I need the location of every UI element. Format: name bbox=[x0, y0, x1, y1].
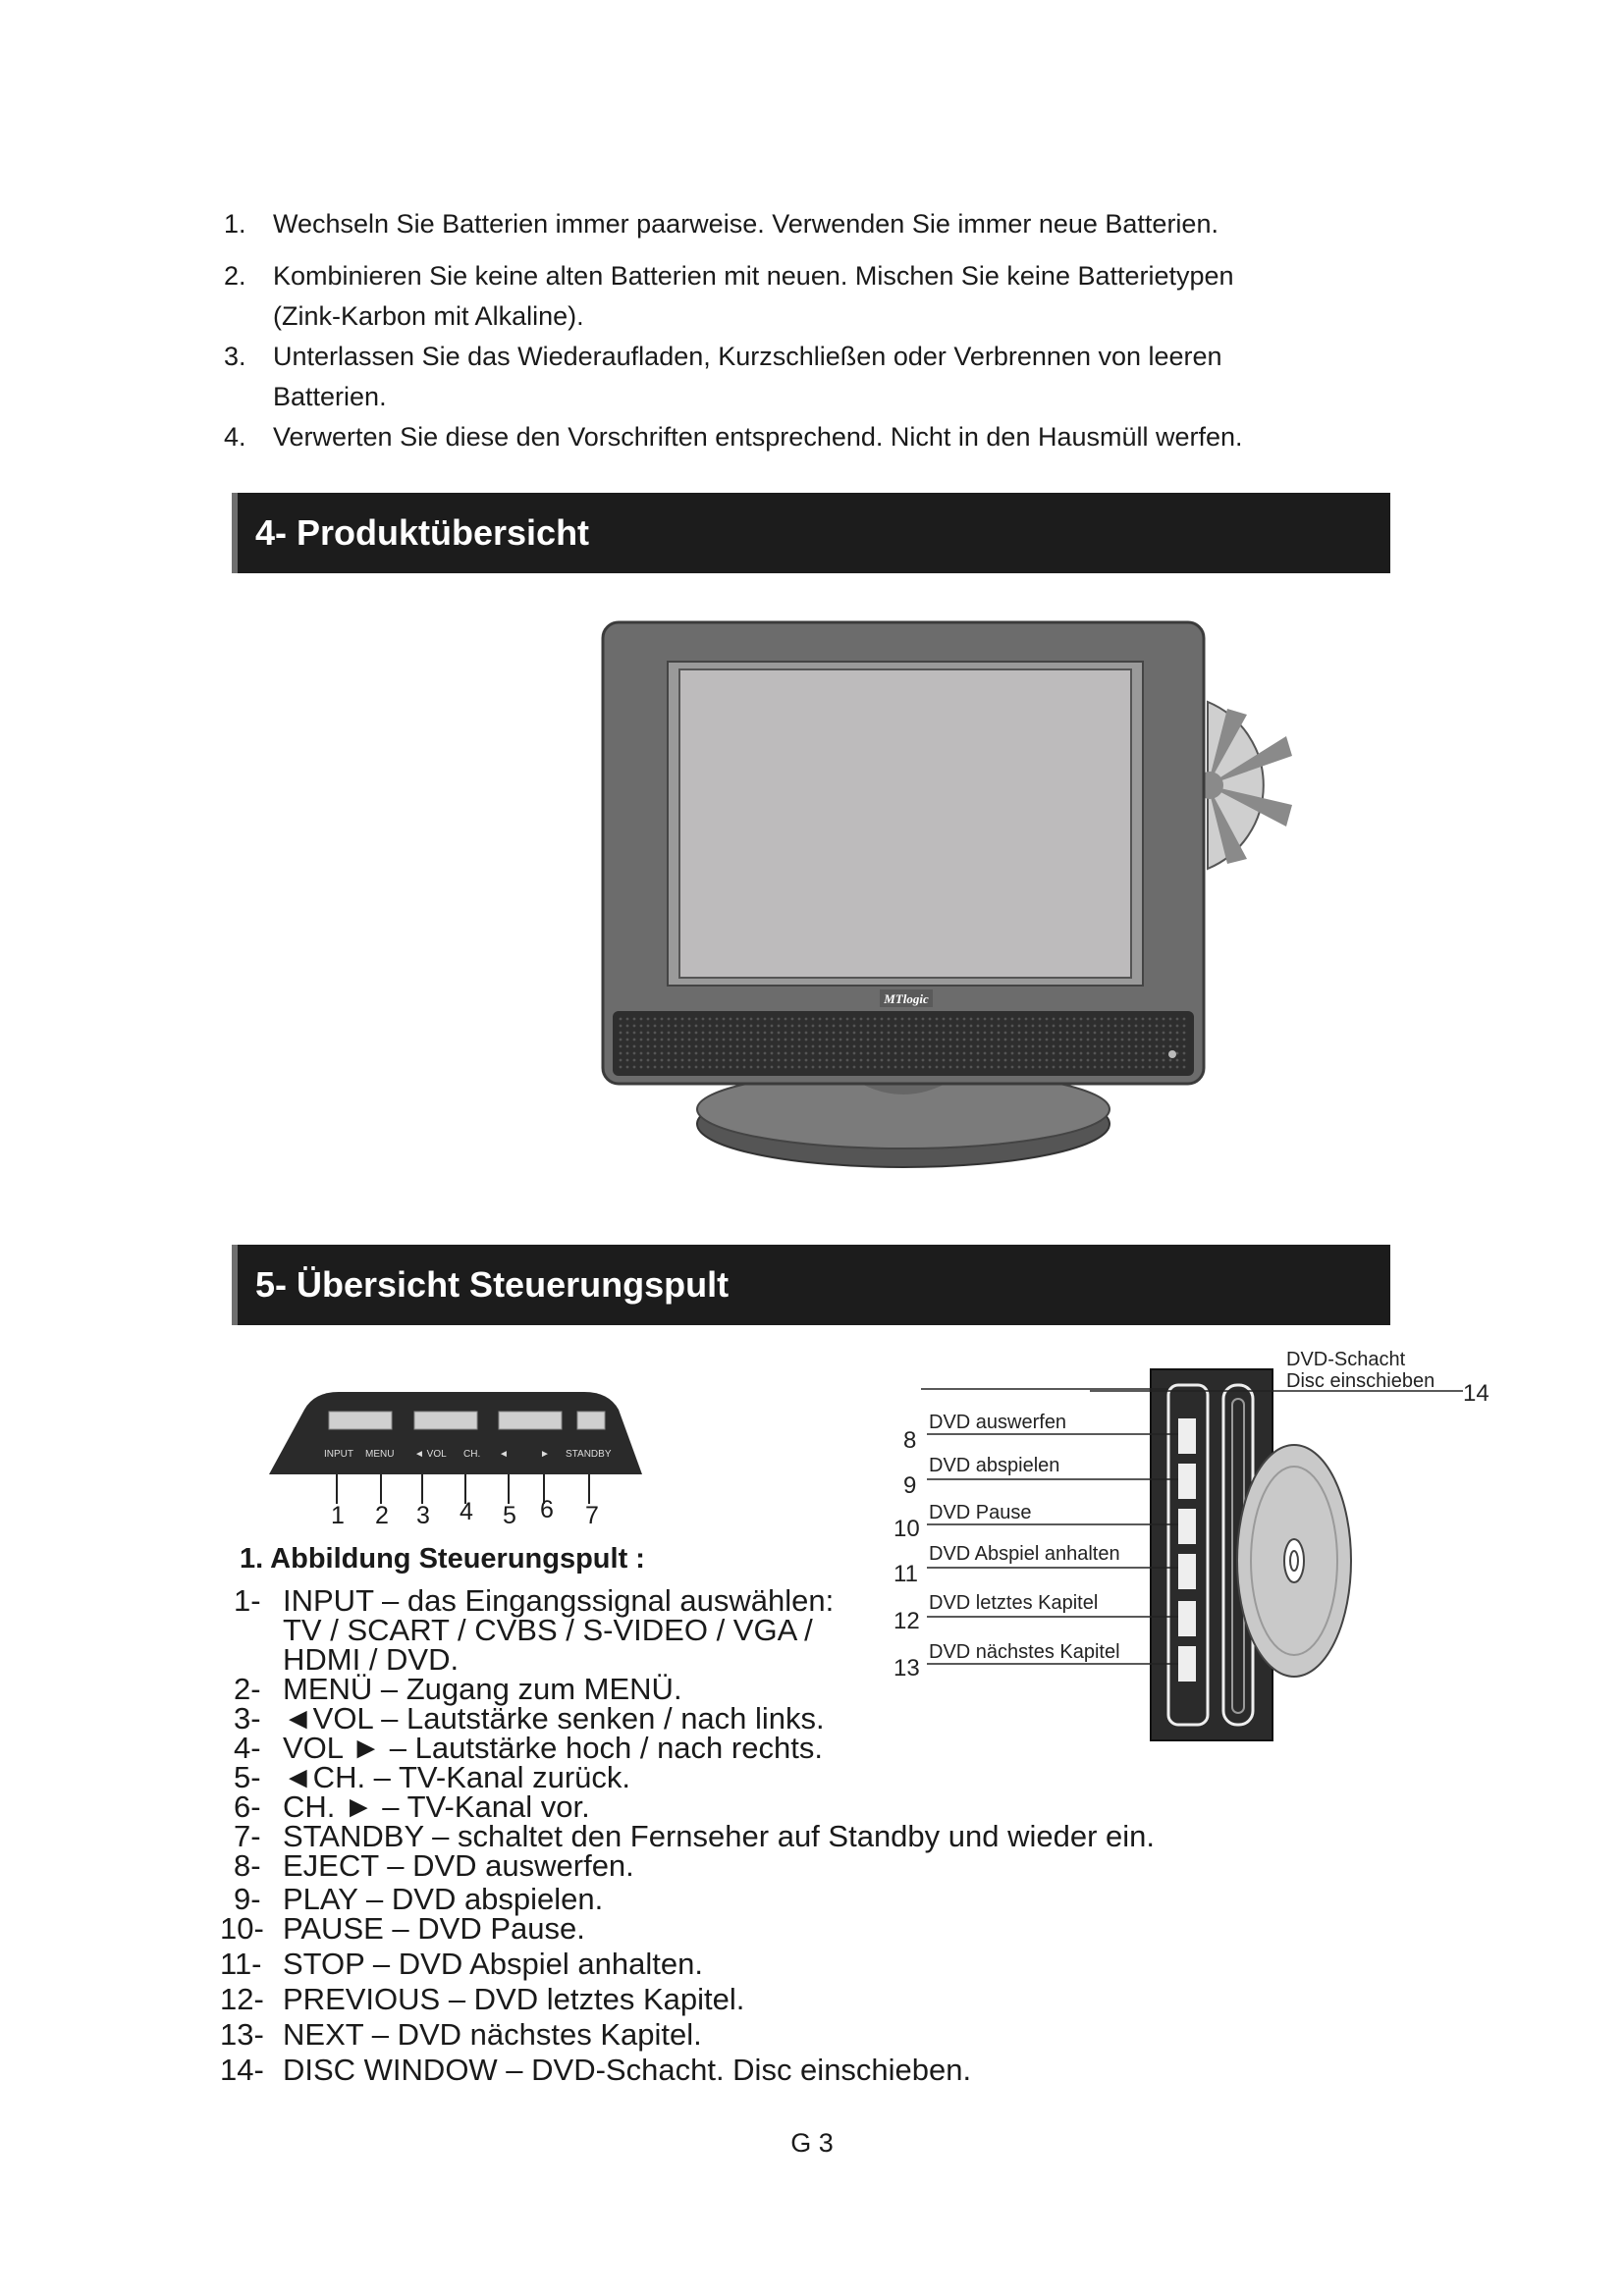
section-4-header: 4- Produktübersicht bbox=[232, 493, 1390, 573]
battery-tip-text: (Zink-Karbon mit Alkaline). bbox=[273, 301, 584, 331]
eject-button bbox=[1178, 1418, 1196, 1454]
slot-number: 14 bbox=[1463, 1380, 1489, 1407]
control-item-11 bbox=[220, 1947, 1216, 1981]
control-number: 7- bbox=[234, 1819, 261, 1853]
standby-button bbox=[577, 1412, 605, 1429]
battery-tip-text: Kombinieren Sie keine alten Batterien mit neuen. Mischen Sie keine Batterietypen bbox=[273, 261, 1234, 291]
button-number-11: 11 bbox=[893, 1561, 918, 1587]
control-number: 4- bbox=[234, 1731, 261, 1765]
battery-tip-3 bbox=[224, 337, 1353, 417]
slot-label-line1: DVD-Schacht bbox=[1286, 1350, 1406, 1370]
button-label-play: DVD abspielen bbox=[929, 1455, 1060, 1476]
pause-button bbox=[1178, 1509, 1196, 1544]
control-text: STANDBY – schaltet den Fernseher auf Standby und wieder ein. bbox=[283, 1819, 1156, 1853]
battery-tip-4 bbox=[224, 417, 1353, 457]
play-button bbox=[1178, 1464, 1196, 1499]
control-number: 10- bbox=[220, 1911, 264, 1946]
control-item-7 bbox=[234, 1819, 1216, 1853]
panel-label-menu: MENU bbox=[365, 1449, 395, 1460]
slot-label-line2: Disc einschieben bbox=[1286, 1370, 1435, 1392]
button-number-12: 12 bbox=[893, 1608, 920, 1634]
battery-tip-text: Unterlassen Sie das Wiederaufladen, Kurzschließen oder Verbrennen von leeren bbox=[273, 342, 1222, 371]
figure-caption: 1. Abbildung Steuerungspult : bbox=[240, 1543, 645, 1575]
section-5-header: 5- Übersicht Steuerungspult bbox=[232, 1245, 1390, 1325]
control-item-9 bbox=[234, 1882, 1216, 1916]
panel-number: 6 bbox=[540, 1496, 554, 1523]
panel-label-ch: CH. bbox=[463, 1449, 481, 1460]
control-item-5 bbox=[234, 1760, 1216, 1794]
control-text: MENÜ – Zugang zum MENÜ. bbox=[283, 1672, 682, 1706]
button-label-next: DVD nächstes Kapitel bbox=[929, 1641, 1120, 1663]
panel-number: 5 bbox=[503, 1502, 516, 1529]
control-number: 14- bbox=[220, 2053, 264, 2087]
ch-button bbox=[499, 1412, 562, 1429]
page-number: G 3 bbox=[790, 2128, 834, 2158]
control-number: 2- bbox=[234, 1672, 261, 1706]
panel-number: 3 bbox=[416, 1502, 430, 1529]
input-button bbox=[329, 1412, 392, 1429]
panel-label-input: INPUT bbox=[324, 1449, 353, 1460]
button-number-13: 13 bbox=[893, 1655, 920, 1682]
control-text: EJECT – DVD auswerfen. bbox=[283, 1848, 634, 1883]
control-number: 8- bbox=[234, 1848, 261, 1883]
control-number: 13- bbox=[220, 2017, 264, 2052]
button-label-eject: DVD auswerfen bbox=[929, 1412, 1067, 1433]
control-text: STOP – DVD Abspiel anhalten. bbox=[283, 1947, 703, 1981]
control-text: DISC WINDOW – DVD-Schacht. Disc einschieben. bbox=[283, 2053, 972, 2087]
battery-tip-1 bbox=[224, 204, 1353, 244]
control-text: HDMI / DVD. bbox=[283, 1642, 460, 1677]
battery-tip-number: 2. bbox=[224, 261, 246, 291]
control-number: 9- bbox=[234, 1882, 261, 1916]
panel-number: 4 bbox=[460, 1498, 473, 1525]
control-item-12 bbox=[220, 1982, 1216, 2016]
control-text: PLAY – DVD abspielen. bbox=[283, 1882, 604, 1916]
control-item-10 bbox=[220, 1911, 1216, 1946]
battery-tip-text: Wechseln Sie Batterien immer paarweise. Verwenden Sie immer neue Batterien. bbox=[273, 209, 1218, 239]
button-number-10: 10 bbox=[893, 1516, 920, 1542]
dvd-side-panel-diagram bbox=[884, 1350, 1512, 1762]
control-text: VOL ► – Lautstärke hoch / nach rechts. bbox=[283, 1731, 823, 1765]
tv-svg bbox=[599, 618, 1306, 1198]
control-number: 5- bbox=[234, 1760, 261, 1794]
vol-button bbox=[414, 1412, 477, 1429]
panel-label-standby: STANDBY bbox=[566, 1449, 612, 1460]
panel-label-left-arrow: ◄ bbox=[499, 1449, 509, 1460]
battery-tip-number: 4. bbox=[224, 422, 246, 452]
panel-number: 1 bbox=[331, 1502, 345, 1529]
control-item-14 bbox=[220, 2053, 1216, 2087]
control-text: NEXT – DVD nächstes Kapitel. bbox=[283, 2017, 702, 2052]
tv-illustration bbox=[599, 618, 1306, 1198]
control-text: PREVIOUS – DVD letztes Kapitel. bbox=[283, 1982, 745, 2016]
control-text: INPUT – das Eingangssignal auswählen: bbox=[283, 1583, 835, 1618]
dvd-disc-peek bbox=[1196, 702, 1292, 869]
control-item-8 bbox=[234, 1848, 1216, 1883]
control-text: TV / SCART / CVBS / S-VIDEO / VGA / bbox=[283, 1613, 813, 1647]
button-label-previous: DVD letztes Kapitel bbox=[929, 1592, 1099, 1614]
next-button bbox=[1178, 1646, 1196, 1682]
control-text: ◄CH. – TV-Kanal zurück. bbox=[283, 1760, 631, 1794]
battery-tip-text: Batterien. bbox=[273, 382, 387, 411]
control-text: PAUSE – DVD Pause. bbox=[283, 1911, 585, 1946]
button-number-9: 9 bbox=[903, 1472, 917, 1499]
control-item-6 bbox=[234, 1789, 1216, 1824]
button-number-8: 8 bbox=[903, 1427, 917, 1454]
dvd-disc bbox=[1237, 1445, 1351, 1677]
control-number: 12- bbox=[220, 1982, 264, 2016]
battery-tip-number: 1. bbox=[224, 209, 246, 239]
panel-label-vol: ◄ VOL bbox=[414, 1449, 447, 1460]
button-label-stop: DVD Abspiel anhalten bbox=[929, 1543, 1120, 1565]
control-text: ◄VOL – Lautstärke senken / nach links. bbox=[283, 1701, 825, 1735]
control-item-13 bbox=[220, 2017, 1216, 2052]
control-number: 11- bbox=[220, 1947, 262, 1981]
panel-number: 2 bbox=[375, 1502, 389, 1529]
stop-button bbox=[1178, 1554, 1196, 1589]
control-number: 6- bbox=[234, 1789, 261, 1824]
battery-tip-number: 3. bbox=[224, 342, 246, 371]
battery-tip-text: Verwerten Sie diese den Vorschriften entsprechend. Nicht in den Hausmüll werfen. bbox=[273, 422, 1243, 452]
control-number: 1- bbox=[234, 1583, 261, 1618]
battery-tip-2 bbox=[224, 256, 1353, 337]
button-label-pause: DVD Pause bbox=[929, 1502, 1032, 1523]
previous-button bbox=[1178, 1601, 1196, 1636]
control-text: CH. ► – TV-Kanal vor. bbox=[283, 1789, 590, 1824]
panel-number: 7 bbox=[585, 1502, 599, 1529]
battery-tips-list bbox=[224, 204, 1353, 457]
tv-logo: MTlogic bbox=[884, 991, 929, 1006]
control-number: 3- bbox=[234, 1701, 261, 1735]
panel-label-right-arrow: ► bbox=[540, 1449, 550, 1460]
